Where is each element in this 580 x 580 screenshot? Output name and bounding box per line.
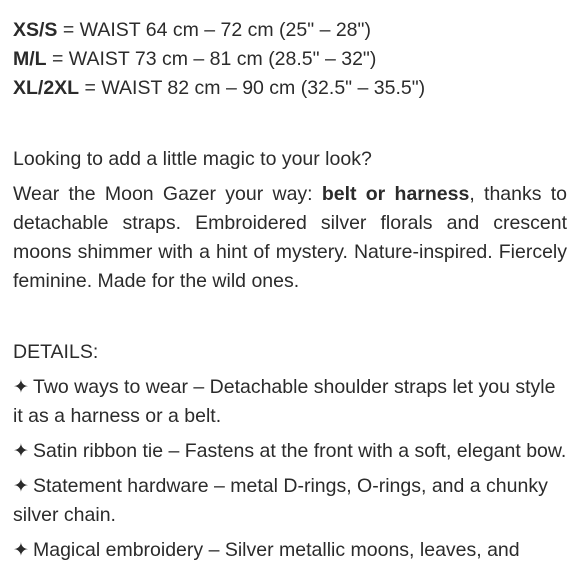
intro-question: Looking to add a little magic to your look?	[13, 148, 372, 170]
size-measurement: = WAIST 64 cm – 72 cm (25" – 28")	[57, 19, 371, 41]
size-row-xl-2xl	[13, 74, 567, 103]
size-row-xs-s	[13, 16, 567, 45]
sparkle-star-icon: ✦	[13, 475, 29, 497]
detail-text: Two ways to wear – Detachable shoulder straps let you style it as a harness or a belt.	[13, 376, 556, 427]
size-code: XS/S	[13, 19, 58, 41]
size-measurement: = WAIST 82 cm – 90 cm (32.5" – 35.5")	[79, 77, 426, 99]
intro-desc-before: Wear the Moon Gazer your way:	[13, 183, 322, 205]
intro-desc-after: , thanks to detachable straps. Embroidered silver florals and crescent moons shimmer with a hint of mystery. Nature-inspired. Fiercely feminine. Made for the wild ones.	[13, 183, 568, 292]
product-description	[13, 16, 567, 571]
detail-item	[13, 536, 567, 565]
detail-item	[13, 472, 567, 530]
detail-text: Statement hardware – metal D-rings, O-rings, and a chunky silver chain.	[13, 475, 548, 526]
sparkle-star-icon: ✦	[13, 376, 29, 398]
size-code: M/L	[13, 48, 47, 70]
detail-item	[13, 437, 567, 466]
detail-item	[13, 373, 567, 431]
size-code: XL/2XL	[13, 77, 80, 99]
intro-desc-bold: belt or harness	[321, 183, 470, 205]
spacer	[13, 296, 567, 338]
intro-description	[13, 180, 567, 296]
size-row-m-l	[13, 45, 567, 74]
details-heading: DETAILS:	[13, 341, 99, 363]
detail-text: Satin ribbon tie – Fastens at the front with a soft, elegant bow.	[33, 440, 567, 462]
size-measurement: = WAIST 73 cm – 81 cm (28.5" – 32")	[46, 48, 377, 70]
spacer	[13, 103, 567, 145]
sparkle-star-icon: ✦	[13, 440, 29, 462]
sparkle-star-icon: ✦	[13, 539, 29, 561]
detail-text: Magical embroidery – Silver metallic moons, leaves, and	[33, 539, 520, 561]
